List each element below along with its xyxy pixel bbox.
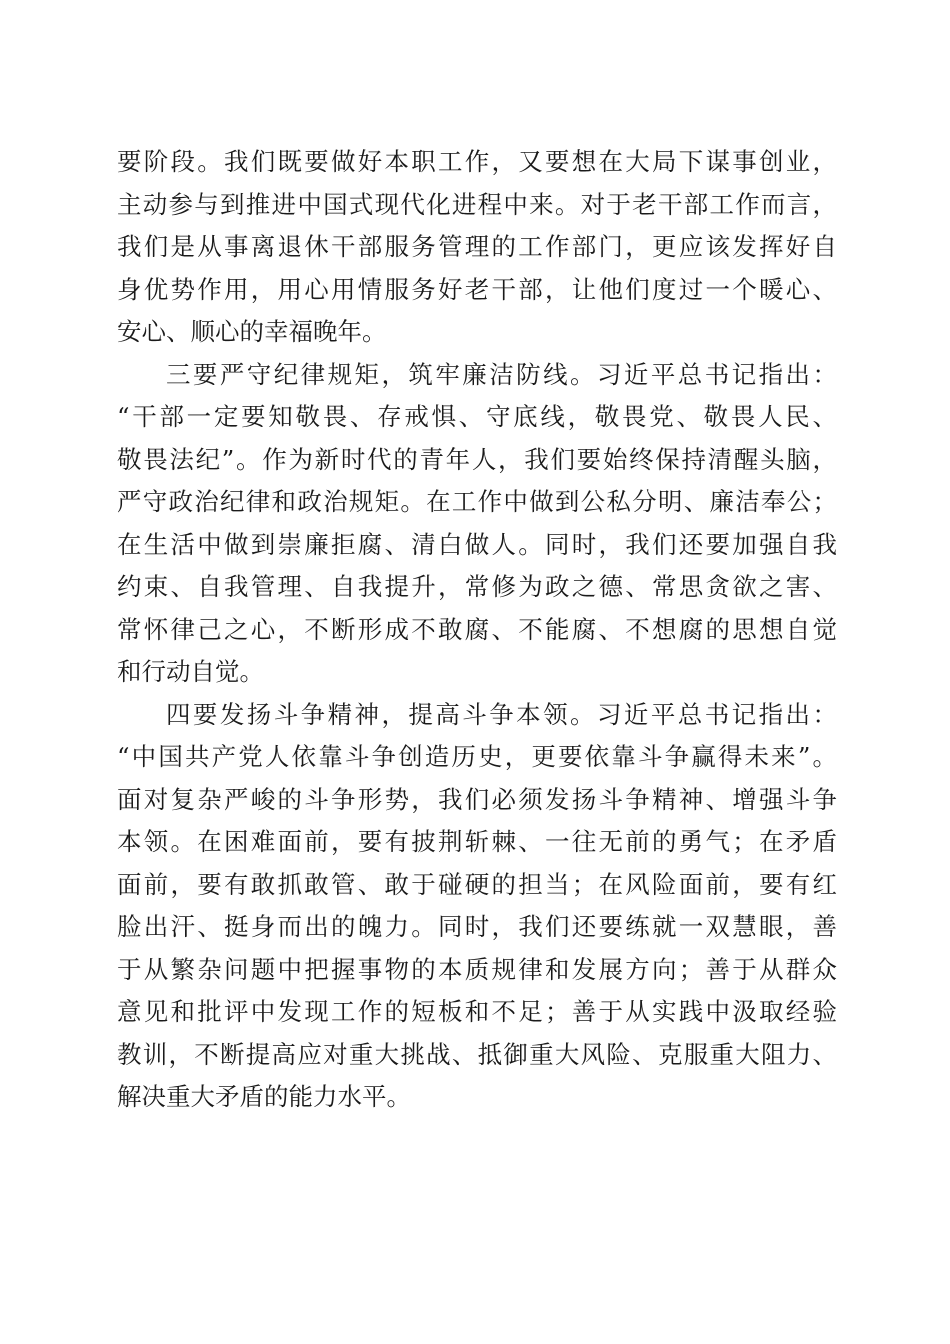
text-line: 常怀律己之心，不断形成不敢腐、不能腐、不想腐的思想自觉	[117, 614, 837, 644]
text-line: 和行动自觉。	[117, 657, 264, 686]
text-line: 本领。在困难面前，要有披荆斩棘、一往无前的勇气；在矛盾	[117, 827, 837, 856]
text-line: 意见和批评中发现工作的短板和不足；善于从实践中汲取经验	[117, 997, 837, 1026]
text-line: 安心、顺心的幸福晚年。	[117, 317, 387, 346]
text-line: 敬畏法纪”。作为新时代的青年人，我们要始终保持清醒头脑，	[117, 444, 837, 474]
text-line: 约束、自我管理、自我提升，常修为政之德、常思贪欲之害、	[117, 572, 837, 601]
text-line: 面对复杂严峻的斗争形势，我们必须发扬斗争精神、增强斗争	[117, 784, 837, 814]
text-line: “中国共产党人依靠斗争创造历史，更要依靠斗争赢得未来”。	[117, 742, 837, 771]
text-line: 解决重大矛盾的能力水平。	[117, 1082, 411, 1111]
text-line: 于从繁杂问题中把握事物的本质规律和发展方向；善于从群众	[117, 954, 837, 984]
text-line: 严守政治纪律和政治规矩。在工作中做到公私分明、廉洁奉公；	[117, 487, 837, 516]
text-line: 要阶段。我们既要做好本职工作，又要想在大局下谋事创业，	[117, 147, 837, 176]
text-line: 教训，不断提高应对重大挑战、抵御重大风险、克服重大阻力、	[117, 1039, 837, 1069]
text-line: 我们是从事离退休干部服务管理的工作部门，更应该发挥好自	[117, 232, 837, 261]
text-line: “干部一定要知敬畏、存戒惧、守底线，敬畏党、敬畏人民、	[117, 402, 837, 431]
text-line: 主动参与到推进中国式现代化进程中来。对于老干部工作而言，	[117, 189, 837, 219]
text-line: 身优势作用，用心用情服务好老干部，让他们度过一个暖心、	[117, 274, 837, 304]
text-line: 脸出汗、挺身而出的魄力。同时，我们还要练就一双慧眼，善	[117, 912, 837, 941]
paragraph-start-line: 三要严守纪律规矩，筑牢廉洁防线。习近平总书记指出：	[166, 359, 837, 389]
document-body	[117, 141, 837, 1119]
text-line: 面前，要有敢抓敢管、敢于碰硬的担当；在风险面前，要有红	[117, 869, 837, 899]
paragraph-start-line: 四要发扬斗争精神，提高斗争本领。习近平总书记指出：	[166, 699, 837, 729]
text-line: 在生活中做到崇廉拒腐、清白做人。同时，我们还要加强自我	[117, 529, 837, 559]
